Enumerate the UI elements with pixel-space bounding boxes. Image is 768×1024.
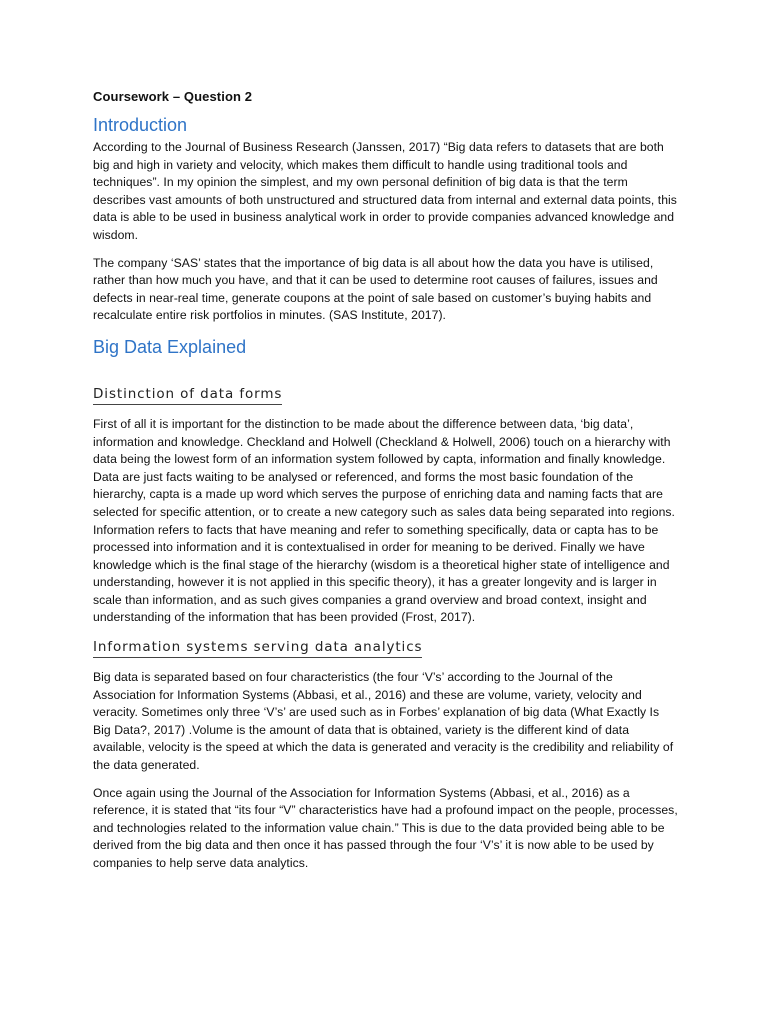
paragraph: The company ‘SAS’ states that the importance of big data is all about how the data you have is utilised, rather than how much you have, and that it can be used to determine root causes of failures, issues and defects in near-real time, generate coupons at the point of sale based on customer’s buying habits and recalculate entire risk portfolios in minutes. (SAS Institute, 2017).: [93, 255, 658, 323]
paragraph: Big data is separated based on four characteristics (the four ‘V’s’ according to the Journal of the Association for Information Systems (Abbasi, et al., 2016) and these are volume, variety, velocity and veracity. Sometimes only three ‘V’s’ are used such as in Forbes’ explanation of big data (What Exactly Is Big Data?, 2017) .Volume is the amount of data that is obtained, variety is the different kind of data available, velocity is the speed at which the data is generated and veracity is the credibility and reliability of the data generated.: [93, 670, 674, 773]
section-big-data-explained: [93, 335, 678, 873]
paragraph: Once again using the Journal of the Association for Information Systems (Abbasi, et al., 2016) as a reference, it is stated that “its four “V” characteristics have had a profound impact on the people, processes, and technologies related to the information value chain.” This is due to the data provided being able to be derived from the big data and then once it has passed through the four ‘V’s’ it is now able to be used by companies to help serve data analytics.: [93, 785, 678, 870]
subheading-distinction-of-data-forms: Distinction of data forms: [93, 384, 282, 405]
paragraph: First of all it is important for the distinction to be made about the difference between data, ‘big data’, information and knowledge. Checkland and Holwell (Checkland & Holwell, 2006) touch on a hierarchy with data being the lowest form of an information system followed by capta, information and finally knowledge. Data are just facts waiting to be analysed or referenced, and forms the most basic foundation of the hierarchy, capta is a made up word which serves the purpose of enriching data and naming facts that are selected for specific attention, or to create a new category such as sales data being separated into regions. Information refers to facts that have meaning and refer to something specifically, data or capta has to be processed into information and it is contextualised in order for meaning to be derived. Finally we have knowledge which is the final stage of the hierarchy (wisdom is a theoretical higher state of intelligence and understanding, however it is not applied in this specific theory), it has a greater longevity and is larger in scale than information, and as such gives companies a grand overview and broad context, insight and understanding of the information that has been provided (Frost, 2017).: [93, 416, 675, 625]
subsection-distinction-of-data-forms: [93, 384, 678, 627]
subsection-information-systems: [93, 637, 678, 873]
document-body: [93, 88, 678, 883]
heading-introduction: Introduction: [93, 115, 188, 135]
paragraph: According to the Journal of Business Research (Janssen, 2017) “Big data refers to datasets that are both big and high in variety and velocity, which makes them difficult to handle using traditional tools and techniques”. In my opinion the simplest, and my own personal definition of big data is that the term describes vast amounts of both unstructured and structured data from internal and external data points, this data is able to be used in business analytical work in order to provide companies advanced knowledge and wisdom.: [93, 140, 677, 242]
document-title: Coursework – Question 2: [93, 89, 253, 104]
subheading-information-systems: Information systems serving data analytics: [93, 637, 422, 658]
heading-big-data-explained: Big Data Explained: [93, 336, 247, 357]
section-introduction: [93, 113, 678, 325]
